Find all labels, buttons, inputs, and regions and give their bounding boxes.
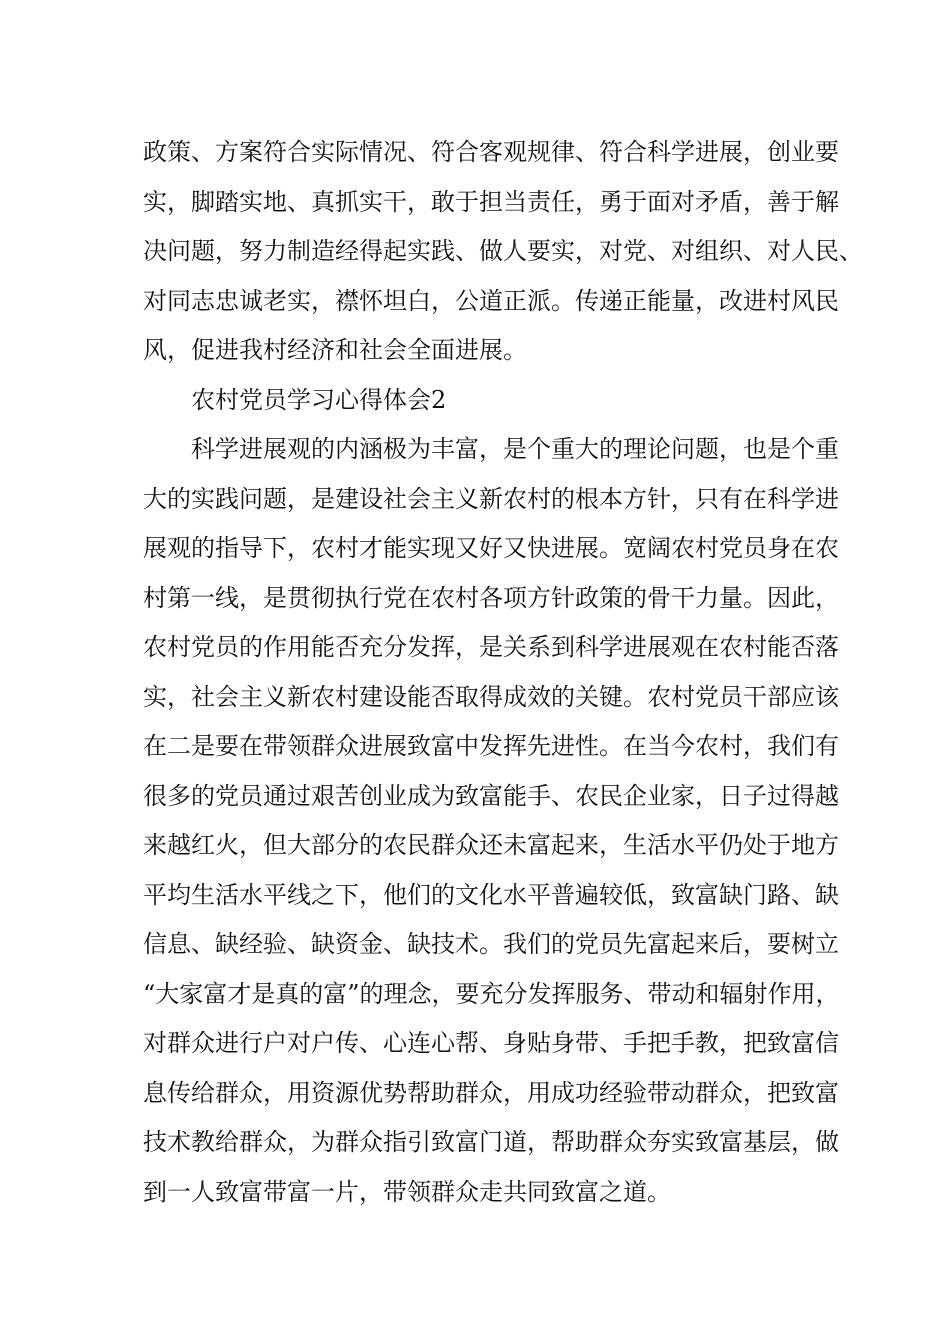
paragraph-line: 实，社会主义新农村建设能否取得成效的关键。农村党员干部应该 (143, 682, 839, 711)
paragraph-line: 风，促进我村经济和社会全面进展。 (143, 336, 527, 364)
paragraph-2 (143, 425, 840, 1217)
paragraph-line: 大的实践问题，是建设社会主义新农村的根本方针，只有在科学进 (143, 484, 839, 513)
document-body (143, 128, 863, 1217)
paragraph-line: 政策、方案符合实际情况、符合客观规律、符合科学进展，创业要 (143, 138, 839, 166)
paragraph-line: 实，脚踏实地、真抓实干，敢于担当责任，勇于面对矛盾，善于解 (143, 187, 839, 216)
paragraph-line: 对同志忠诚老实，襟怀坦白，公道正派。传递正能量，改进村风民 (143, 286, 839, 315)
paragraph-line: 展观的指导下，农村才能实现又好又快进展。宽阔农村党员身在农 (143, 534, 839, 562)
paragraph-line: 平均生活水平线之下，他们的文化水平普遍较低，致富缺门路、缺 (143, 880, 839, 909)
paragraph-line: 在二是要在带领群众进展致富中发挥先进性。在当今农村，我们有 (143, 732, 839, 760)
paragraph-line: 农村党员的作用能否充分发挥，是关系到科学进展观在农村能否落 (143, 633, 839, 661)
paragraph-line: 到一人致富带富一片，带领群众走共同致富之道。 (143, 1177, 671, 1206)
paragraph-line: 对群众进行户对户传、心连心帮、身贴身带、手把手教，把致富信 (143, 1029, 839, 1057)
paragraph-line: 村第一线，是贯彻执行党在农村各项方针政策的骨干力量。因此， (143, 583, 839, 612)
paragraph-line: 决问题，努力制造经得起实践、做人要实，对党、对组织、对人民、 (143, 237, 863, 265)
paragraph-line: 科学进展观的内涵极为丰富，是个重大的理论问题，也是个重 (191, 435, 839, 463)
section-title: 农村党员学习心得体会2 (191, 385, 447, 414)
paragraph-line: 息传给群众，用资源优势帮助群众，用成功经验带动群众，把致富 (143, 1078, 839, 1107)
paragraph-line: “大家富才是真的富”的理念，要充分发挥服务、带动和辐射作用， (143, 979, 840, 1008)
paragraph-line: 来越红火，但大部分的农民群众还未富起来，生活水平仍处于地方 (143, 831, 839, 859)
paragraph-line: 技术教给群众，为群众指引致富门道，帮助群众夯实致富基层，做 (143, 1128, 839, 1156)
paragraph-line: 很多的党员通过艰苦创业成为致富能手、农民企业家，日子过得越 (143, 781, 839, 810)
paragraph-1 (143, 128, 863, 376)
paragraph-line: 信息、缺经验、缺资金、缺技术。我们的党员先富起来后，要树立 (143, 930, 839, 958)
